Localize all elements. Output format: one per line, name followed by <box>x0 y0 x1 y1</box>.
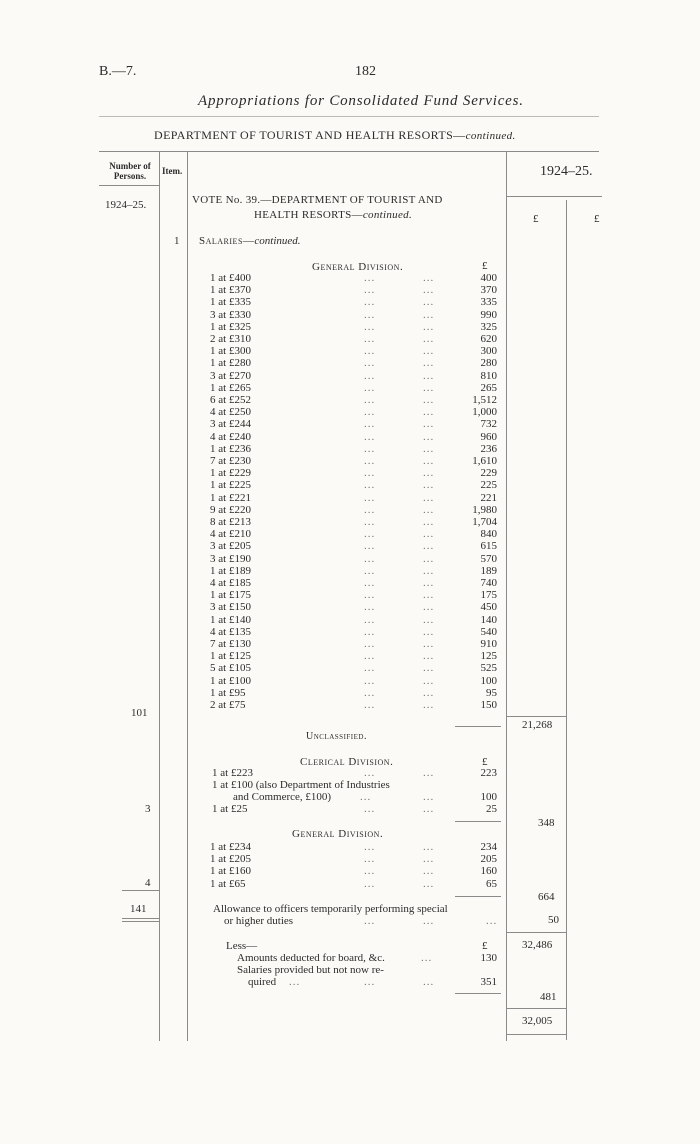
unclassified-general-total: 664 <box>538 891 555 903</box>
general-division-row-amount: 95 <box>486 686 497 699</box>
general-division-row-leader: ... <box>364 296 376 309</box>
general-division-row-leader-2: ... <box>423 589 435 602</box>
general-division-row <box>0 370 700 382</box>
general-division-row-amount: 100 <box>480 674 497 687</box>
general-division-row-description: 1 at £300 <box>210 345 251 358</box>
less-total-rule <box>455 993 501 994</box>
general-division-row <box>0 601 700 613</box>
general-division-row-leader-2: ... <box>423 577 435 589</box>
general-division-row-leader: ... <box>364 381 376 394</box>
general-division-row-leader-2: ... <box>423 552 435 565</box>
clerical-row-2-description: 1 at £100 (also Department of Industries <box>212 779 390 791</box>
general-division-row <box>0 309 700 321</box>
general-division-row-leader: ... <box>364 406 376 419</box>
general-division-row <box>0 284 700 296</box>
general-division-row-leader-2: ... <box>423 564 435 577</box>
general-division-row-leader-2: ... <box>423 686 435 699</box>
general-division-row-description: 5 at £105 <box>210 662 251 675</box>
general-division-row-description: 1 at £325 <box>210 320 251 333</box>
allowance-subtotal-rule <box>506 932 566 933</box>
allowance-leader-3: ... <box>486 915 498 927</box>
general-division-row-amount: 265 <box>480 381 497 394</box>
allowance-leader-2: ... <box>423 915 435 927</box>
clerical-row-3-leader: ... <box>364 803 376 815</box>
general-division-row <box>0 577 700 589</box>
general-division-row-leader-2: ... <box>423 601 435 614</box>
unclassified-heading: Unclassified. <box>306 731 367 742</box>
header-rule <box>99 116 599 117</box>
less-row-2-leader: ... <box>289 976 301 988</box>
general-division-row-description: 7 at £130 <box>210 638 251 650</box>
general-division-row-description: 4 at £135 <box>210 625 251 638</box>
general-division-row <box>0 406 700 418</box>
general-division-row-amount: 1,512 <box>472 394 497 406</box>
general-division-row-leader: ... <box>364 503 376 516</box>
general-division-row-description: 1 at £221 <box>210 491 251 504</box>
general-division-row-amount: 525 <box>480 662 497 675</box>
general-division-row-amount: 570 <box>480 552 497 565</box>
less-row-2-amount: 351 <box>480 976 497 988</box>
general-division-total: 21,268 <box>522 719 553 731</box>
general-division-row-description: 3 at £150 <box>210 601 251 614</box>
general-division-row-description: 3 at £270 <box>210 369 251 382</box>
unclassified-general-row <box>0 853 700 865</box>
general-division-row <box>0 394 700 406</box>
general-division-row-amount: 615 <box>480 540 497 553</box>
general-division-row-leader: ... <box>364 699 376 711</box>
general-division-row-amount: 140 <box>480 613 497 626</box>
general-division-row-amount: 740 <box>480 577 497 589</box>
general-division-row-amount: 990 <box>480 308 497 321</box>
general-division-row-amount: 229 <box>480 467 497 480</box>
general-division-row <box>0 687 700 699</box>
general-division-row-leader: ... <box>364 650 376 663</box>
persons-year-label: 1924–25. <box>105 199 147 211</box>
general-division-row-leader: ... <box>364 430 376 443</box>
general-division-row <box>0 626 700 638</box>
general-division-row-leader-2: ... <box>423 650 435 663</box>
general-division-row-description: 4 at £185 <box>210 577 251 589</box>
general-division-row-amount: 150 <box>480 699 497 711</box>
general-division-row <box>0 467 700 479</box>
department-heading: DEPARTMENT OF TOURIST AND HEALTH RESORTS—continued. <box>154 128 516 142</box>
general-division-row-leader: ... <box>364 638 376 650</box>
general-division-row-amount: 540 <box>480 625 497 638</box>
less-pound-sign: £ <box>482 940 488 952</box>
pound-sign-column-1: £ <box>533 213 539 225</box>
general-division-row <box>0 321 700 333</box>
general-division-row <box>0 296 700 308</box>
document-reference: B.—7. <box>99 64 137 79</box>
general-division-row-leader-2: ... <box>423 491 435 504</box>
general-division-row-description: 1 at £400 <box>210 272 251 284</box>
less-row-2-continuation: quired <box>248 976 277 988</box>
general-division-row-amount: 732 <box>480 418 497 431</box>
general-division-row-leader: ... <box>364 552 376 565</box>
total-persons-rule-1 <box>122 918 159 919</box>
general-division-row-leader-2: ... <box>423 503 435 516</box>
less-row-2-leader-2: ... <box>364 976 376 988</box>
unclassified-general-row-leader-2: ... <box>423 877 435 890</box>
general-division-row <box>0 650 700 662</box>
general-division-subtotal-rule <box>506 716 566 717</box>
allowance-line-2: or higher duties <box>224 915 294 927</box>
unclassified-general-row-leader-2: ... <box>423 853 435 866</box>
general-division-row-leader: ... <box>364 455 376 467</box>
item-header: Item. <box>162 166 183 176</box>
general-division-row-description: 4 at £240 <box>210 430 251 443</box>
general-division-row-description: 1 at £140 <box>210 613 251 626</box>
general-division-row-leader: ... <box>364 272 376 284</box>
general-division-row-amount: 189 <box>480 564 497 577</box>
general-division-row-description: 1 at £175 <box>210 589 251 602</box>
general-division-row-leader-2: ... <box>423 418 435 431</box>
general-division-row-leader-2: ... <box>423 625 435 638</box>
general-division-row-leader: ... <box>364 613 376 626</box>
general-division-row <box>0 528 700 540</box>
less-row-2-leader-3: ... <box>423 976 435 988</box>
general-division-row-description: 1 at £95 <box>210 686 246 699</box>
general-division-row-leader-2: ... <box>423 528 435 541</box>
unclassified-general-row-leader: ... <box>364 853 376 866</box>
general-division-row-leader-2: ... <box>423 284 435 297</box>
unclassified-general-row-amount: 160 <box>480 865 497 878</box>
general-division-row-leader-2: ... <box>423 455 435 467</box>
unclassified-general-row-amount: 205 <box>480 853 497 866</box>
unclassified-general-row-leader-2: ... <box>423 865 435 878</box>
general-division-row-leader: ... <box>364 333 376 345</box>
general-division-row-description: 1 at £335 <box>210 296 251 309</box>
general-division-row-description: 1 at £189 <box>210 564 251 577</box>
general-division-row <box>0 272 700 284</box>
persons-header-rule <box>99 185 159 186</box>
clerical-row-2-leader-2: ... <box>423 791 435 803</box>
general-division-row-amount: 1,610 <box>472 455 497 467</box>
general-division-row-leader: ... <box>364 284 376 297</box>
less-label: Less— <box>226 940 258 952</box>
unclassified-general-total-rule <box>455 896 501 897</box>
general-division-row-leader: ... <box>364 589 376 602</box>
clerical-row-2-leader: ... <box>360 791 372 803</box>
general-division-row <box>0 553 700 565</box>
general-division-row-leader: ... <box>364 674 376 687</box>
clerical-total-rule <box>455 821 501 822</box>
unclassified-general-row-leader: ... <box>364 877 376 890</box>
general-division-row-leader: ... <box>364 467 376 480</box>
general-division-row-amount: 335 <box>480 296 497 309</box>
vote-title-line2: HEALTH RESORTS—continued. <box>254 209 413 221</box>
general-division-row-description: 1 at £236 <box>210 442 251 455</box>
general-division-row-leader-2: ... <box>423 345 435 358</box>
number-of-persons-header: Number of Persons. <box>109 161 151 181</box>
total-persons: 141 <box>130 903 147 915</box>
general-division-row-description: 3 at £244 <box>210 418 251 431</box>
general-division-row-leader: ... <box>364 369 376 382</box>
general-division-row <box>0 540 700 552</box>
general-division-row-leader-2: ... <box>423 308 435 321</box>
general-division-row-leader: ... <box>364 577 376 589</box>
general-division-row-description: 7 at £230 <box>210 455 251 467</box>
general-division-row <box>0 357 700 369</box>
general-division-row-description: 6 at £252 <box>210 394 251 406</box>
general-division-row-amount: 910 <box>480 638 497 650</box>
general-division-row-description: 9 at £220 <box>210 503 251 516</box>
general-division-row-leader: ... <box>364 442 376 455</box>
general-division-row-amount: 840 <box>480 528 497 541</box>
general-division-row-amount: 280 <box>480 357 497 370</box>
general-division-row-leader: ... <box>364 625 376 638</box>
general-division-row-description: 2 at £75 <box>210 699 246 711</box>
general-division-row-leader: ... <box>364 686 376 699</box>
general-division-row-amount: 221 <box>480 491 497 504</box>
page-number: 182 <box>355 64 376 79</box>
general-division-row-leader-2: ... <box>423 394 435 406</box>
year-header: 1924–25. <box>540 164 593 179</box>
allowance-line-1: Allowance to officers temporarily performing special <box>213 903 448 915</box>
general-division-row <box>0 662 700 674</box>
pound-sign-column-2: £ <box>594 213 600 225</box>
general-division-row-description: 4 at £210 <box>210 528 251 541</box>
general-division-row-leader: ... <box>364 479 376 492</box>
general-division-row-amount: 325 <box>480 320 497 333</box>
general-division-row-leader-2: ... <box>423 467 435 480</box>
general-division-row-leader-2: ... <box>423 540 435 553</box>
general-division-row-leader-2: ... <box>423 699 435 711</box>
general-division-row-amount: 450 <box>480 601 497 614</box>
less-row-1-leader: ... <box>421 952 433 964</box>
general-division-row-leader: ... <box>364 308 376 321</box>
general-division-row-amount: 620 <box>480 333 497 345</box>
general-division-row <box>0 443 700 455</box>
general-division-row-leader-2: ... <box>423 381 435 394</box>
general-division-row-description: 2 at £310 <box>210 333 251 345</box>
clerical-row-3-description: 1 at £25 <box>212 803 248 815</box>
allowance-amount: 50 <box>548 914 559 926</box>
general-division-row <box>0 589 700 601</box>
unclassified-general-row <box>0 878 700 890</box>
general-division-row <box>0 565 700 577</box>
general-division-row-amount: 236 <box>480 442 497 455</box>
general-division-row-leader: ... <box>364 357 376 370</box>
clerical-division-pound-sign: £ <box>482 756 488 768</box>
net-total: 32,005 <box>522 1015 553 1027</box>
general-division-row-amount: 175 <box>480 589 497 602</box>
unclassified-general-row-leader: ... <box>364 865 376 878</box>
less-row-1-description: Amounts deducted for board, &c. <box>237 952 385 964</box>
clerical-row-2-continuation: and Commerce, £100) <box>233 791 332 803</box>
unclassified-general-persons: 4 <box>145 877 151 889</box>
vote-title-line1: VOTE No. 39.—DEPARTMENT OF TOURIST AND <box>192 194 443 206</box>
less-row-2-description: Salaries provided but not now re- <box>237 964 384 976</box>
clerical-row-1-leader: ... <box>364 767 376 779</box>
general-division-row-description: 1 at £225 <box>210 479 251 492</box>
table-top-rule <box>99 151 599 152</box>
general-division-row-leader: ... <box>364 418 376 431</box>
general-division-row-leader-2: ... <box>423 638 435 650</box>
general-division-row-leader: ... <box>364 601 376 614</box>
general-division-row <box>0 699 700 711</box>
general-division-total-rule <box>455 726 501 727</box>
page-subtitle: Appropriations for Consolidated Fund Services. <box>198 93 524 109</box>
general-division-persons: 101 <box>131 707 148 719</box>
unclassified-general-row <box>0 841 700 853</box>
general-division-row-amount: 370 <box>480 284 497 297</box>
general-division-row-leader-2: ... <box>423 479 435 492</box>
general-division-row <box>0 675 700 687</box>
general-division-row <box>0 431 700 443</box>
general-division-row-leader-2: ... <box>423 406 435 419</box>
clerical-total: 348 <box>538 817 555 829</box>
general-division-row-amount: 1,000 <box>472 406 497 419</box>
general-division-row-leader-2: ... <box>423 516 435 528</box>
item-number: 1 <box>174 235 180 247</box>
general-division-row-leader: ... <box>364 528 376 541</box>
general-division-row-description: 1 at £280 <box>210 357 251 370</box>
general-division-row-amount: 960 <box>480 430 497 443</box>
allowance-leader: ... <box>364 915 376 927</box>
general-division-row-leader-2: ... <box>423 357 435 370</box>
general-division-row-description: 3 at £330 <box>210 308 251 321</box>
general-division-row-leader-2: ... <box>423 320 435 333</box>
general-division-row-leader-2: ... <box>423 662 435 675</box>
general-division-row-leader-2: ... <box>423 442 435 455</box>
general-division-row-amount: 1,980 <box>472 503 497 516</box>
unclassified-general-division-heading: General Division. <box>292 828 384 840</box>
general-division-row-leader: ... <box>364 516 376 528</box>
unclassified-general-row-description: 1 at £65 <box>210 877 246 890</box>
clerical-persons: 3 <box>145 803 151 815</box>
general-division-row-description: 1 at £100 <box>210 674 251 687</box>
general-division-row-leader-2: ... <box>423 296 435 309</box>
clerical-row-1-description: 1 at £223 <box>212 767 253 779</box>
unclassified-general-row-leader-2: ... <box>423 841 435 853</box>
general-division-row <box>0 638 700 650</box>
salaries-heading: Salaries—continued. <box>199 235 301 247</box>
general-division-row-leader: ... <box>364 394 376 406</box>
general-division-row-description: 4 at £250 <box>210 406 251 419</box>
general-division-row-description: 8 at £213 <box>210 516 251 528</box>
persons-subtotal-rule <box>122 890 159 891</box>
net-total-rule <box>506 1008 566 1009</box>
unclassified-general-row-description: 1 at £234 <box>210 841 251 853</box>
general-division-row-amount: 1,704 <box>472 516 497 528</box>
unclassified-general-row-description: 1 at £205 <box>210 853 251 866</box>
general-division-row <box>0 479 700 491</box>
general-division-row <box>0 418 700 430</box>
general-division-row-description: 3 at £205 <box>210 540 251 553</box>
general-division-row-amount: 400 <box>480 272 497 284</box>
general-division-row-leader-2: ... <box>423 674 435 687</box>
general-division-row-description: 1 at £265 <box>210 381 251 394</box>
unclassified-general-row-amount: 65 <box>486 877 497 890</box>
gross-subtotal: 32,486 <box>522 939 553 951</box>
general-division-row-description: 1 at £125 <box>210 650 251 663</box>
general-division-row-leader: ... <box>364 320 376 333</box>
general-division-row-leader-2: ... <box>423 333 435 345</box>
clerical-row-2-amount: 100 <box>480 791 497 803</box>
general-division-row-leader-2: ... <box>423 430 435 443</box>
clerical-row-3-amount: 25 <box>486 803 497 815</box>
net-total-rule-bottom <box>506 1034 566 1035</box>
general-division-row-leader: ... <box>364 564 376 577</box>
unclassified-general-row-leader: ... <box>364 841 376 853</box>
general-division-row-description: 1 at £370 <box>210 284 251 297</box>
general-division-pound-sign: £ <box>482 260 488 272</box>
general-division-row-amount: 300 <box>480 345 497 358</box>
general-division-row-amount: 125 <box>480 650 497 663</box>
general-division-heading: General Division. <box>312 261 404 273</box>
general-division-row-leader: ... <box>364 491 376 504</box>
general-division-row-leader: ... <box>364 540 376 553</box>
general-division-row-leader-2: ... <box>423 272 435 284</box>
clerical-division-heading: Clerical Division. <box>300 756 394 768</box>
clerical-row-1-amount: 223 <box>480 767 497 779</box>
less-total: 481 <box>540 991 557 1003</box>
general-division-row <box>0 333 700 345</box>
clerical-row-3-leader-2: ... <box>423 803 435 815</box>
general-division-row <box>0 455 700 467</box>
year-header-rule <box>506 196 602 197</box>
general-division-row-leader-2: ... <box>423 613 435 626</box>
general-division-row-description: 1 at £229 <box>210 467 251 480</box>
general-division-row <box>0 504 700 516</box>
general-division-row <box>0 345 700 357</box>
general-division-row <box>0 614 700 626</box>
total-persons-rule-2 <box>122 921 159 922</box>
general-division-row-leader: ... <box>364 662 376 675</box>
general-division-row <box>0 492 700 504</box>
general-division-row <box>0 516 700 528</box>
general-division-row-amount: 225 <box>480 479 497 492</box>
less-row-1-amount: 130 <box>480 952 497 964</box>
unclassified-general-row-description: 1 at £160 <box>210 865 251 878</box>
general-division-row-description: 3 at £190 <box>210 552 251 565</box>
unclassified-general-row-amount: 234 <box>480 841 497 853</box>
general-division-row-leader-2: ... <box>423 369 435 382</box>
general-division-row-amount: 810 <box>480 369 497 382</box>
general-division-row-leader: ... <box>364 345 376 358</box>
general-division-row <box>0 382 700 394</box>
clerical-row-1-leader-2: ... <box>423 767 435 779</box>
unclassified-general-row <box>0 865 700 877</box>
